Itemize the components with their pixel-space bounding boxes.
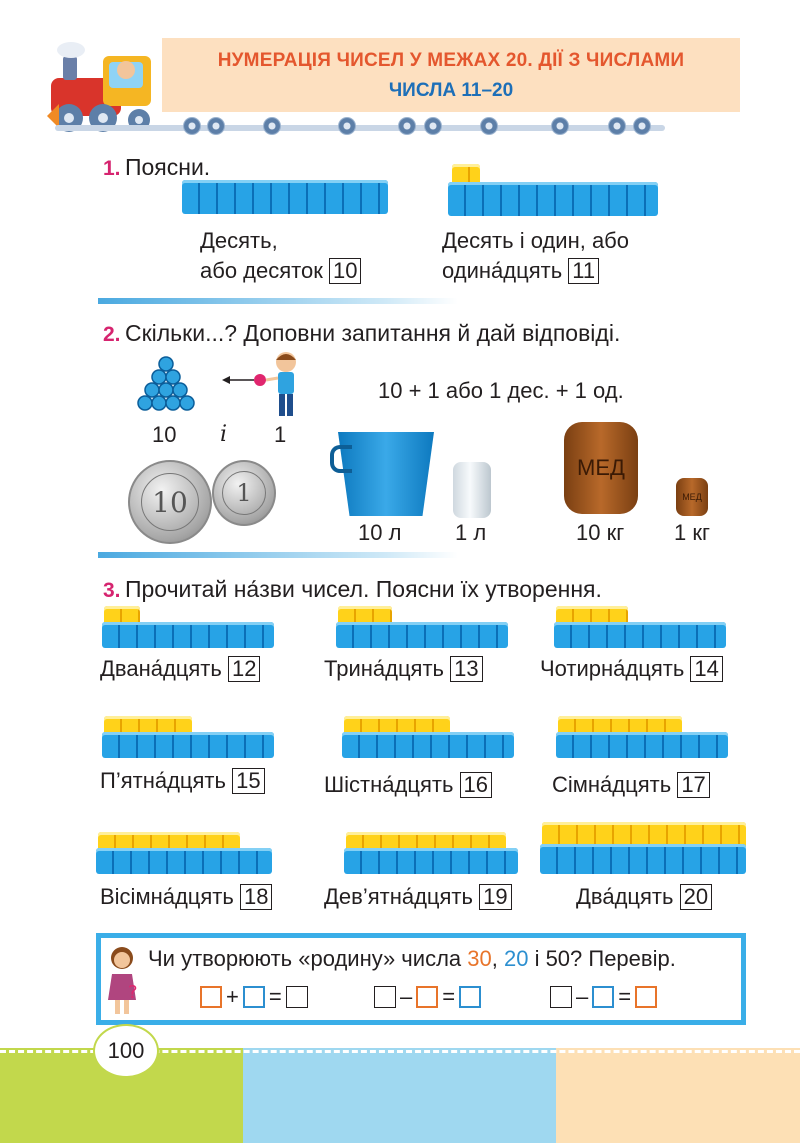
divider: [98, 298, 458, 304]
ten-blocks: [182, 180, 388, 214]
number-item: [100, 884, 272, 910]
number-name: Дев’ятна́дцять: [324, 884, 473, 909]
svg-text:?: ?: [128, 982, 138, 1003]
ten-blocks: [344, 848, 518, 874]
wheel-icon: [183, 117, 201, 135]
coin-face: 10: [141, 473, 199, 531]
page-number: 100: [93, 1024, 159, 1078]
wheel-icon: [338, 117, 356, 135]
answer-box: 19: [479, 884, 511, 910]
blank-box[interactable]: [550, 986, 572, 1008]
blank-box[interactable]: [200, 986, 222, 1008]
rail: [55, 125, 665, 131]
ball-pyramid: [136, 355, 196, 415]
coin-1-hryvnia: [212, 460, 276, 526]
exercise-text: Скільки...? Доповни запитання й дай відповіді.: [124, 320, 621, 346]
equation-subtraction-1: [374, 984, 481, 1010]
number-name: Сімна́дцять: [552, 772, 672, 797]
number-name: П’ятна́дцять: [100, 768, 226, 793]
footer-orange: [556, 1048, 800, 1143]
ten-blocks: [556, 732, 728, 758]
divider: [98, 552, 458, 558]
hint-text: Чи утворюють «родину» числа: [148, 946, 468, 971]
blank-box[interactable]: [286, 986, 308, 1008]
exercise-text: Поясни.: [124, 154, 211, 180]
wheel-icon: [480, 117, 498, 135]
minus-sign: –: [576, 984, 589, 1009]
answer-box: 11: [568, 258, 599, 284]
number-name: Двана́дцять: [100, 656, 222, 681]
ex1-right-line2: одина́дцять: [442, 258, 563, 283]
girl-illustration: [104, 944, 140, 1016]
exercise-3-heading: [103, 576, 602, 603]
barrel-text: МЕД: [682, 492, 702, 502]
wheel-icon: [263, 117, 281, 135]
ten-blocks: [336, 622, 508, 648]
plus-sign: +: [226, 984, 239, 1009]
boy-with-ball: [220, 350, 306, 420]
equation-addition: [200, 984, 308, 1010]
ten-blocks: [96, 848, 272, 874]
bucket-handle: [330, 445, 352, 473]
exercise-number: 2.: [103, 323, 121, 346]
number-item: [100, 768, 265, 794]
ex1-left-line2-row: [200, 258, 361, 284]
ten-blocks: [342, 732, 514, 758]
number-item: [324, 884, 512, 910]
barrel-big-label: 10 кг: [576, 520, 625, 545]
answer-box: 15: [232, 768, 264, 794]
header-subtitle: ЧИСЛА 11–20: [388, 80, 514, 101]
exercise-text: Прочитай на́зви чисел. Поясни їх утворення.: [124, 576, 602, 602]
blank-box[interactable]: [635, 986, 657, 1008]
ten-blocks: [448, 182, 658, 216]
answer-box: 20: [680, 884, 712, 910]
equals-sign: =: [442, 984, 456, 1009]
number-item: [100, 656, 260, 682]
minus-sign: –: [400, 984, 413, 1009]
barrel-text: МЕД: [577, 455, 625, 480]
answer-box: 12: [228, 656, 260, 682]
number-item: [324, 772, 492, 798]
hint-separator: ,: [491, 946, 504, 971]
wheel-icon: [633, 117, 651, 135]
ten-blocks: [102, 622, 274, 648]
ten-blocks: [554, 622, 726, 648]
number-name: Трина́дцять: [324, 656, 445, 681]
footer-blue: [243, 1048, 556, 1143]
barrel-small-label: 1 кг: [674, 520, 710, 545]
wheel-icon: [608, 117, 626, 135]
train-illustration: [45, 38, 167, 136]
ex1-right-line2-row: [442, 258, 599, 284]
answer-box: 14: [690, 656, 722, 682]
number-item: [552, 772, 710, 798]
exercise-1-heading: [103, 154, 210, 181]
number-item: [324, 656, 483, 682]
blank-box[interactable]: [374, 986, 396, 1008]
bucket: [338, 432, 434, 516]
bucket-label: 10 л: [358, 520, 402, 545]
wheel-icon: [398, 117, 416, 135]
ten-blocks: [102, 732, 274, 758]
blank-box[interactable]: [243, 986, 265, 1008]
answer-box: 18: [240, 884, 272, 910]
honey-barrel-big: [564, 422, 638, 514]
ex1-right-line1: Десять і один, або: [442, 228, 630, 253]
wheel-icon: [424, 117, 442, 135]
hint-number-30: 30: [467, 946, 492, 971]
number-name: Вісімна́дцять: [100, 884, 234, 909]
ten-count: 10: [152, 422, 177, 447]
formula: 10 + 1 або 1 дес. + 1 од.: [378, 378, 624, 403]
number-name: Чотирна́дцять: [540, 656, 685, 681]
jar: [453, 462, 491, 518]
ten-blocks: [540, 844, 746, 874]
header-title: НУМЕРАЦІЯ ЧИСЕЛ У МЕЖАХ 20. ДІЇ З ЧИСЛАМИ: [217, 50, 685, 71]
coin-face: 1: [222, 471, 266, 515]
one-count: 1: [274, 422, 287, 447]
ex1-left-line1: Десять,: [200, 228, 278, 253]
equals-sign: =: [268, 984, 282, 1009]
hint-question: [148, 946, 676, 972]
blank-box[interactable]: [416, 986, 438, 1008]
jar-label: 1 л: [455, 520, 487, 545]
equals-sign: =: [618, 984, 632, 1009]
exercise-2-heading: [103, 320, 620, 347]
answer-box: 16: [460, 772, 492, 798]
ex1-left-line2: або десяток: [200, 258, 323, 283]
blank-box[interactable]: [592, 986, 614, 1008]
hint-text: і 50? Перевір.: [528, 946, 676, 971]
answer-box: 10: [329, 258, 361, 284]
wheel-icon: [207, 117, 225, 135]
number-item: [576, 884, 712, 910]
answer-box: 13: [450, 656, 482, 682]
wheel-icon: [551, 117, 569, 135]
coin-10-hryvnia: [128, 460, 212, 544]
number-name: Шістна́дцять: [324, 772, 454, 797]
conjunction: і: [220, 422, 228, 447]
number-name: Два́дцять: [576, 884, 674, 909]
number-item: [540, 656, 723, 682]
answer-box: 17: [677, 772, 709, 798]
exercise-number: 1.: [103, 157, 121, 180]
hint-number-20: 20: [503, 946, 529, 971]
honey-barrel-small: [676, 478, 708, 516]
equation-subtraction-2: [550, 984, 657, 1010]
blank-box[interactable]: [459, 986, 481, 1008]
exercise-number: 3.: [103, 579, 121, 602]
